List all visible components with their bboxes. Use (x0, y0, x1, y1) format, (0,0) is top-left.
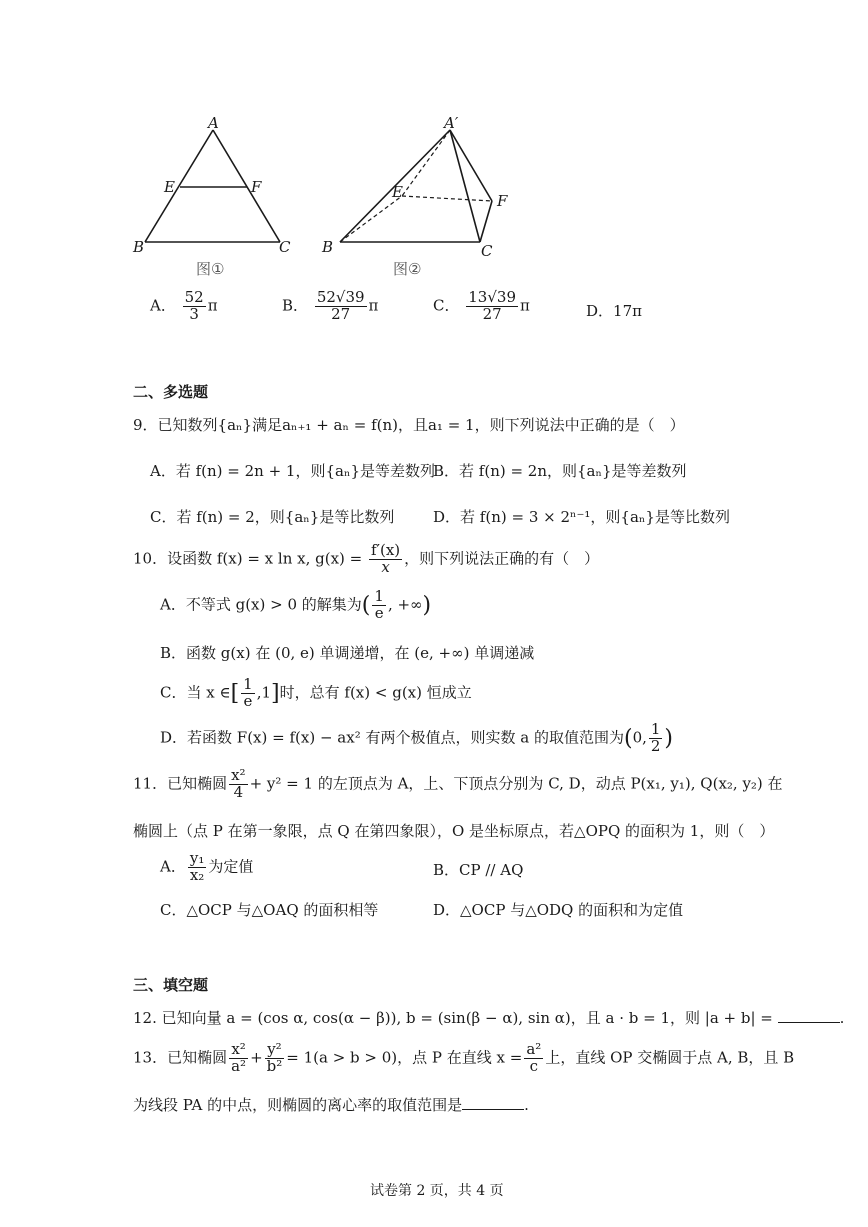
q11-option-c: C．△OCP 与△OAQ 的面积相等 (160, 901, 379, 919)
fig1-label-f: F (251, 178, 262, 196)
q10-stem: 10．设函数 f(x) = x ln x, g(x) = $\frac{f'(x)}{x}$ ，则下列说法正确的有（ ） (133, 541, 600, 576)
page-footer: 试卷第 2 页，共 4 页 (370, 1183, 504, 1199)
q13-answer-blank[interactable] (462, 1095, 524, 1110)
q8-option-a: A． $\frac{52}{3}$ π (150, 288, 218, 323)
fig2-label-e: E (392, 183, 403, 201)
q9-option-d: D．若 f(n) = 3 × 2ⁿ⁻¹，则{aₙ}是等比数列 (433, 508, 730, 526)
q10-option-c: C．当 x ∈[ $\frac{1}{e}$ ,1]时，总有 f(x) < g(x) 恒成立 (160, 675, 472, 710)
q12-stem: 12. 已知向量 a = (cos α, cos(α − β)), b = (sin(β − α), sin α)，且 a · b = 1，则 |a + b| = . (133, 1009, 845, 1027)
q11-option-a: A． $\frac{\text{y₁}}{\text{x₂}}$ 为定值 (160, 849, 254, 884)
fig1-label-b: B (133, 238, 145, 256)
fig2-label-f: F (497, 192, 508, 210)
q9-option-b: B．若 f(n) = 2n，则{aₙ}是等差数列 (433, 462, 687, 480)
q10-option-a: A．不等式 g(x) > 0 的解集为( $\frac{1}{e}$ , +∞) (160, 587, 432, 622)
q8-option-d: D．17π (586, 302, 642, 320)
q13-stem-line2: 为线段 PA 的中点，则椭圆的离心率的取值范围是 . (133, 1096, 529, 1114)
q9-option-c: C．若 f(n) = 2，则{aₙ}是等比数列 (150, 508, 395, 526)
q11-stem-line2: 椭圆上（点 P 在第一象限，点 Q 在第四象限），O 是坐标原点，若△OPQ 的面积为 1，则（ ） (133, 822, 775, 840)
fig2-label-a: A′ (444, 114, 459, 132)
q8-option-b: B． $\frac{52√39}{27}$ π (282, 288, 379, 323)
q11-option-d: D．△OCP 与△ODQ 的面积和为定值 (433, 901, 684, 919)
fig1-label-c: C (279, 238, 291, 256)
q11-option-b: B．CP // AQ (433, 861, 524, 879)
q9-stem: 9．已知数列{aₙ}满足aₙ₊₁ + aₙ = f(n)，且a₁ = 1，则下列说法中正确的是（ ） (133, 416, 685, 434)
fig1-caption: 图① (196, 260, 225, 278)
q8-option-c: C． $\frac{13√39}{27}$ π (433, 288, 530, 323)
fig2-label-b: B (322, 238, 334, 256)
section-fill-in-title: 三、填空题 (133, 976, 209, 994)
q10-option-d: D．若函数 F(x) = f(x) − ax² 有两个极值点，则实数 a 的取值范围为(0, $\frac{1}{2}$ ) (160, 720, 674, 755)
fig1-label-e: E (164, 178, 175, 196)
fig1-label-a: A (208, 114, 219, 132)
q12-answer-blank[interactable] (778, 1008, 840, 1023)
fig2-label-c: C (481, 242, 493, 260)
q13-stem-line1: 13．已知椭圆 $\frac{\text{x²}}{\text{a²}}$ + $\frac{\text{y²}}{\text{b²}}$ = 1(a > b > 0)，点 P 在直线 x = $\frac{\text{a²}}{c}$ 上，直线 OP 交椭圆于点 A, B，且 B (133, 1040, 795, 1075)
q11-stem-line1: 11．已知椭圆 $\frac{\text{x²}}{4}$ + y² = 1 的左顶点为 A，上、下顶点分别为 C, D，动点 P(x₁, y₁), Q(x₂, y₂) 在 (133, 766, 783, 801)
fig2-caption: 图② (393, 260, 422, 278)
q10-option-b: B．函数 g(x) 在 (0, e) 单调递增，在 (e, +∞) 单调递减 (160, 644, 535, 662)
section-multiple-choice-title: 二、多选题 (133, 383, 209, 401)
q9-option-a: A．若 f(n) = 2n + 1，则{aₙ}是等差数列 (150, 462, 435, 480)
